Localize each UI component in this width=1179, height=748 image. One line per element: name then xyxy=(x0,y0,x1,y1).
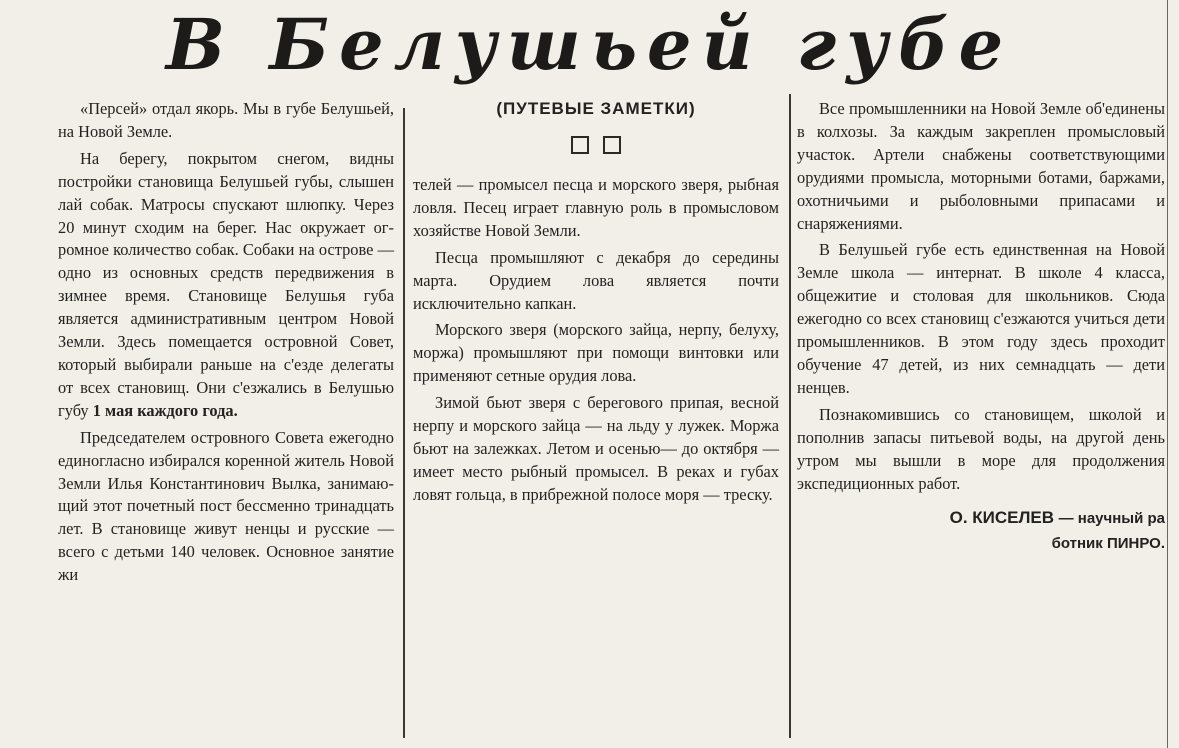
ornament xyxy=(413,136,779,154)
square-ornament-icon xyxy=(603,136,621,154)
paragraph: Председателем островного Совета ежегодно единогласно избирался коренной житель Новой Земли Илья Константинович Вылка, занимающий этот почетный пост бессменно тринадцать лет. В становище живут ненцы и русские — всего с детьми 140 человек. Основное занятие жи xyxy=(58,427,394,585)
column-divider-2 xyxy=(789,94,791,738)
article-column-1 xyxy=(58,98,394,587)
paragraph: телей — промысел песца и морского зверя, рыбная ловля. Песец играет главную роль в промысловом хозяйстве Новой Земли. xyxy=(413,175,779,240)
column-divider-1 xyxy=(403,108,405,738)
headline: В Белушьей губе xyxy=(165,3,1014,86)
paragraph xyxy=(58,148,394,423)
author-byline xyxy=(797,505,1165,556)
paragraph: Все промышленники на Новой Земле об'единены в колхозы. За каждым закреплен промысловый участок. Артели снабжены соответствующими орудиями промысла, моторными ботами, баржами, охотничьими и рыболовными припасами и снаряжениями. xyxy=(797,99,1165,233)
bold-date: 1 мая каждого года. xyxy=(92,400,238,420)
author-organization: ботник ПИНРО. xyxy=(1051,535,1165,553)
paragraph: Познакомившись со становищем, школой и пополнив запасы питьевой воды, на другой день утром мы вышли в море для продолжения экспедиционных работ. xyxy=(797,404,1165,493)
page-edge-rule xyxy=(1167,0,1168,748)
paragraph: «Персей» отдал якорь. Мы в губе Белушьей, на Новой Земле. xyxy=(58,99,394,141)
article-column-3 xyxy=(797,98,1165,556)
author-title: — научный ра xyxy=(1058,510,1165,528)
paragraph: Зимой бьют зверя с берегового припая, весной нерпу и морского зайца — на льду у лужек. Моржа бьют на залежках. Летом и осенью— до октября — имеет место рыбный промысел. В реках и губах ловят гольца, в прибрежной полосе моря — треску. xyxy=(413,393,779,504)
paragraph: Песца промышляют с декабря до середины марта. Орудием лова является почти исключительно капкан. xyxy=(413,247,779,313)
square-ornament-icon xyxy=(571,136,589,154)
paragraph-text: На берегу, покрытом снегом, видны постройки становища Белушьей губы, слышен лай собак. Матросы спускают шлюпку. Через 20 минут сходим на берег. Нас окружает огромное количество собак. Собаки на острове — одно из основных средств передвижения в зимнее время. Становище Белушья губа является административным центром Новой Земли. Здесь помещается островной Совет, который выбирали раньше на с'езде делегаты от всех становищ. Они с'езжались в Белушью губу xyxy=(58,148,394,420)
paragraph: Морского зверя (морского зайца, нерпу, белуху, моржа) промышляют при помощи винтовки или применяют сетные орудия лова. xyxy=(413,320,779,386)
subheading: (ПУТЕВЫЕ ЗАМЕТКИ) xyxy=(496,99,696,118)
article-column-2 xyxy=(413,174,779,507)
author-name: О. КИСЕЛЕВ xyxy=(949,508,1055,528)
paragraph: В Белушьей губе есть единственная на Новой Земле школа — интернат. В школе 4 класса, общежитие и столовая для школьников. Сюда ежегодно со всех становищ с'езжаются учиться дети промышленников. В этом году здесь проходит обучение 47 детей, из них семнадцать — дети ненцев. xyxy=(797,240,1165,397)
